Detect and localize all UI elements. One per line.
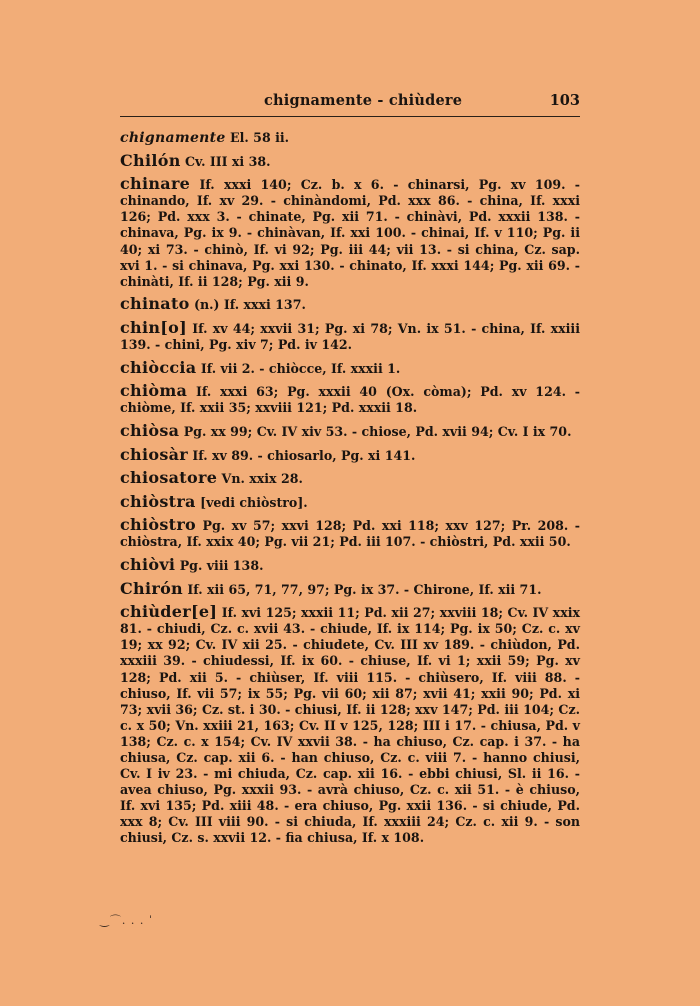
entry-chiudere — [120, 604, 580, 846]
entry-chino — [120, 317, 580, 353]
entry-body: Pg. xv 57; xxvi 128; Pd. xxi 118; xxv 127; Pr. 208. - chiòstra, If. xxix 40; Pg. vii 21; Pd. iii 107. - chiòstri, Pd. xxii 50. — [120, 518, 580, 550]
entry-headword: Chilón — [120, 150, 181, 170]
entry-body: If. xvi 125; xxxii 11; Pd. xii 27; xxviii 18; Cv. IV xxix 81. - chiudi, Cz. c. xvii 43. - chiude, If. ix 114; Pg. ix 50; Cz. c. xv 19; xx 92; Cv. IV xii 25. - chiudete, Cv. III xv 189. - chiùdon, Pd. xxxiii 39. - chiudessi, If. ix 60. - chiuse, If. vi 1; xxii 59; Pg. xv 128; Pd. xii 5. - chiùser, If. viii 115. - chiùsero, If. viii 88. - chiuso, If. vii 57; ix 55; Pg. vii 60; xii 87; xvii 41; xxii 90; Pd. xi 73; xvii 36; Cz. st. i 30. - chiusi, If. ii 128; xxv 147; Pd. iii 104; Cz. c. x 50; Vn. xxiii 21, 163; Cv. II v 125, 128; III i 17. - chiusa, Pd. v 138; Cz. c. x 154; Cv. IV xxvii 38. - ha chiuso, Cz. cap. i 37. - ha chiusa, Cz. cap. xii 6. - han chiuso, Cz. c. viii 7. - hanno chiusi, Cv. I iv 23. - mi chiuda, Cz. cap. xii 16. - ebbi chiusi, Sl. ii 16. - avea chiuso, Pg. xxxii 93. - avrà chiuso, Cz. c. xii 51. - è chiuso, If. xvi 135; Pd. xiii 48. - era chiuso, Pg. xxii 136. - si chiude, Pd. xxx 8; Cv. III viii 90. - si chiuda, If. xxxiii 24; Cz. c. xii 9. - son chiusi, Cz. s. xxvii 12. - fia chiusa, If. x 108. — [120, 605, 580, 846]
entry-body: If. xxxi 140; Cz. b. x 6. - chinarsi, Pg. xv 109. - chinando, If. xv 29. - chinàndomi, Pd. xxx 86. - china, If. xxxi 126; Pd. xxx 3. - chinate, Pg. xii 71. - chinàvi, Pd. xxxii 138. - chinava, Pg. ix 9. - chinàvan, If. xxi 100. - chinai, If. v 110; Pg. ii 40; xi 73. - chinò, If. vi 92; Pg. iii 44; vii 13. - si china, Cz. sap. xvi 1. - si chinava, Pg. xxi 130. - chinato, If. xxxi 144; Pg. xii 69. - chinàti, If. ii 128; Pg. xii 9. — [120, 177, 580, 289]
entry-body: El. 58 ii. — [225, 130, 290, 145]
entry-list — [120, 130, 580, 853]
entry-headword: chiòma — [120, 381, 188, 401]
entry-chiosatore — [120, 470, 580, 487]
entry-body: If. xv 89. - chiosarlo, Pg. xi 141. — [188, 447, 416, 463]
entry-body: If. vii 2. - chiòcce, If. xxxii 1. — [196, 360, 401, 376]
entry-headword: chin[o] — [120, 317, 187, 337]
entry-chiosar — [120, 444, 580, 464]
entry-headword: chinato — [120, 294, 190, 314]
entry-chioccia — [120, 357, 580, 377]
entry-headword: Chirón — [120, 578, 183, 598]
entry-body: Pg. viii 138. — [175, 557, 264, 573]
entry-body: Vn. xxix 28. — [217, 471, 303, 487]
running-header — [120, 92, 580, 117]
entry-chiostro — [120, 517, 580, 550]
entry-headword: chiùder[e] — [120, 602, 218, 622]
entry-headword: chiòstra — [120, 491, 196, 511]
entry-chinato — [120, 296, 580, 313]
entry-body: If. xii 65, 71, 77, 97; Pg. ix 37. - Chirone, If. xii 71. — [182, 581, 542, 597]
entry-chilon — [120, 150, 580, 170]
entry-headword: chignamente — [120, 130, 226, 146]
entry-body: If. xv 44; xxvii 31; Pg. xi 78; Vn. ix 51. - china, If. xxiii 139. - chini, Pg. xiv 7; Pd. iv 142. — [120, 320, 580, 353]
entry-chiosa — [120, 420, 580, 440]
entry-chiostra — [120, 491, 580, 511]
entry-body: [vedi chiòstro]. — [195, 494, 308, 510]
entry-chiovi — [120, 554, 580, 574]
entry-body: (n.) If. xxxi 137. — [189, 297, 306, 313]
entry-headword: chiòvi — [120, 554, 176, 574]
entry-body: Pg. xx 99; Cv. IV xiv 53. - chiose, Pd. xvii 94; Cv. I ix 70. — [179, 423, 572, 439]
entry-chinare — [120, 176, 580, 290]
entry-headword: chiosatore — [120, 468, 218, 488]
entry-body: Cv. III xi 38. — [180, 153, 271, 169]
entry-headword: chiòstro — [120, 515, 197, 535]
entry-headword: chiòccia — [120, 357, 197, 377]
printer-mark: ‿⌒. . . ˈ — [100, 914, 153, 927]
entry-chioma — [120, 383, 580, 416]
entry-headword: chiosàr — [120, 444, 189, 464]
entry-headword: chiòsa — [120, 420, 180, 440]
header-title: chignamente - chiùdere — [264, 92, 463, 109]
entry-headword: chinare — [120, 174, 191, 194]
entry-chignamente — [120, 130, 580, 146]
entry-chiron — [120, 578, 580, 598]
page-number: 103 — [549, 92, 580, 109]
entry-body: If. xxxi 63; Pg. xxxii 40 (Ox. còma); Pd. xv 124. - chiòme, If. xxii 35; xxviii 121; Pd. xxxii 18. — [120, 384, 580, 416]
